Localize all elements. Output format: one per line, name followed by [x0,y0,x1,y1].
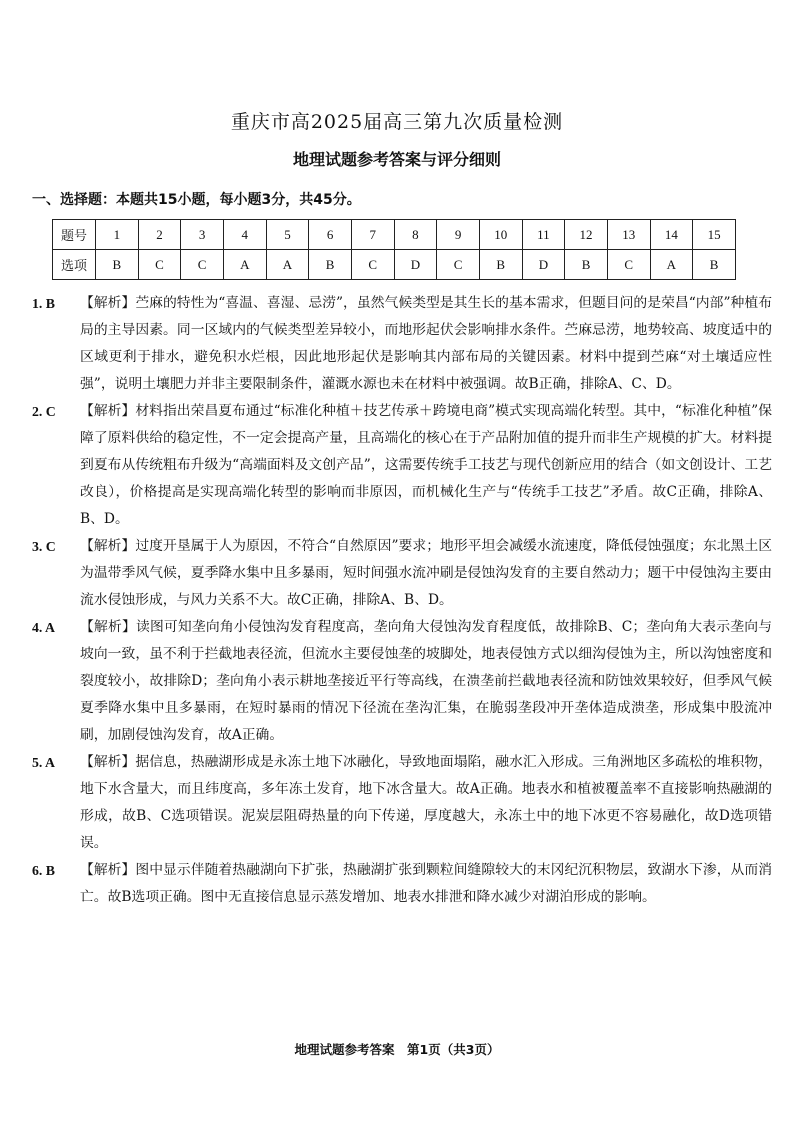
explanation-item [32,614,772,749]
question-number: 9 [437,220,480,250]
explanation-number: 2. C [32,404,56,419]
answer-cell: C [181,250,224,280]
question-number: 11 [522,220,565,250]
answer-cell: B [96,250,139,280]
explanation-text: 苎麻的特性为“喜温、喜湿、忌涝”，虽然气候类型是其生长的基本需求，但题目问的是荣昌“内部”种植布局的主导因素。同一区域内的气候类型差异较小，而地形起伏会影响排水条件。苎麻忌涝，地势较高、坡度适中的区域更利于排水，避免积水烂根，因此地形起伏是影响其内部布局的关键因素。材料中提到苎麻“对土壤适应性强”，说明土壤肥力并非主要限制条件，灌溉水源也未在材料中被强调。故B正确，排除A、C、D。 [80,295,772,392]
answer-table-number-row [53,220,736,250]
explanation-number: 1. B [32,296,55,311]
section-heading: 一、选择题：本题共15小题，每小题3分，共45分。 [32,192,361,208]
page-subtitle: 地理试题参考答案与评分细则 [292,150,501,169]
answer-cell: A [266,250,309,280]
explanation-number: 3. C [32,539,56,554]
question-number: 4 [223,220,266,250]
analysis-tag: 【解析】 [80,754,136,770]
question-number: 8 [394,220,437,250]
explanation-list [32,290,772,911]
explanation-item [32,533,772,614]
analysis-tag: 【解析】 [80,295,136,311]
row-label-answer: 选项 [53,250,96,280]
answer-cell: A [650,250,693,280]
question-number: 12 [565,220,608,250]
explanation-text: 图中显示伴随着热融湖向下扩张，热融湖扩张到颗粒间缝隙较大的末冈纪沉积物层，致湖水下渗，从而消亡。故B选项正确。图中无直接信息显示蒸发增加、地表水排泄和降水减少对湖泊形成的影响。 [80,862,773,905]
answer-table [52,219,736,280]
question-number: 1 [96,220,139,250]
explanation-item [32,857,772,911]
answer-cell: A [223,250,266,280]
question-number: 13 [607,220,650,250]
answer-cell: B [479,250,522,280]
question-number: 14 [650,220,693,250]
answer-cell: B [309,250,352,280]
question-number: 5 [266,220,309,250]
explanation-number: 5. A [32,755,55,770]
explanation-text: 过度开垦属于人为原因，不符合“自然原因”要求；地形平坦会减缓水流速度，降低侵蚀强度；东北黑土区为温带季风气候，夏季降水集中且多暴雨，短时间强水流冲刷是侵蚀沟发育的主要自然动力；题干中侵蚀沟主要由流水侵蚀形成，与风力关系不大。故C正确，排除A、B、D。 [80,538,773,608]
question-number: 3 [181,220,224,250]
page-title: 重庆市高2025届高三第九次质量检测 [230,111,564,133]
row-label-number: 题号 [53,220,96,250]
question-number: 6 [309,220,352,250]
analysis-tag: 【解析】 [80,403,136,419]
answer-cell: C [607,250,650,280]
page-footer: 地理试题参考答案 第1页（共3页） [294,1042,500,1057]
explanation-number: 6. B [32,863,55,878]
answer-cell: C [138,250,181,280]
explanation-item [32,398,772,533]
explanation-item [32,290,772,398]
answer-table-answer-row [53,250,736,280]
answer-cell: B [693,250,736,280]
answer-cell: D [394,250,437,280]
explanation-text: 据信息，热融湖形成是永冻土地下冰融化，导致地面塌陷，融水汇入形成。三角洲地区多疏松的堆积物，地下水含量大，而且纬度高，多年冻土发育，地下冰含量大。故A正确。地表水和植被覆盖率不直接影响热融湖的形成，故B、C选项错误。泥炭层阻碍热量的向下传递，厚度越大，永冻土中的地下冰更不容易融化，故D选项错误。 [80,754,773,851]
explanation-text: 材料指出荣昌夏布通过“标准化种植＋技艺传承＋跨境电商”模式实现高端化转型。其中，“标准化种植”保障了原料供给的稳定性，不一定会提高产量，且高端化的核心在于产品附加值的提升而非生产规模的扩大。材料提到夏布从传统粗布升级为“高端面料及文创产品”，这需要传统手工技艺与现代创新应用的结合（如文创设计、工艺改良），价格提高是实现高端化转型的影响而非原因，而机械化生产与“传统手工技艺”矛盾。故C正确，排除A、B、D。 [80,403,772,527]
analysis-tag: 【解析】 [80,619,136,635]
question-number: 2 [138,220,181,250]
answer-cell: D [522,250,565,280]
answer-cell: C [437,250,480,280]
question-number: 10 [479,220,522,250]
answer-cell: B [565,250,608,280]
analysis-tag: 【解析】 [80,862,136,878]
explanation-item [32,749,772,857]
answer-cell: C [351,250,394,280]
explanation-text: 读图可知垄向角小侵蚀沟发育程度高，垄向角大侵蚀沟发育程度低，故排除B、C；垄向角大表示垄向与坡向一致，虽不利于拦截地表径流，但流水主要侵蚀垄的坡脚处，地表侵蚀方式以细沟侵蚀为主，所以沟蚀密度和裂度较小，故排除D；垄向角小表示耕地垄接近平行等高线，在溃垄前拦截地表径流和防蚀效果较好，但季风气候夏季降水集中且多暴雨，在短时暴雨的情况下径流在垄沟汇集，在脆弱垄段冲开垄体造成溃垄，形成集中股流冲刷，加剧侵蚀沟发育，故A正确。 [80,619,773,743]
question-number: 7 [351,220,394,250]
explanation-number: 4. A [32,620,55,635]
analysis-tag: 【解析】 [80,538,136,554]
question-number: 15 [693,220,736,250]
